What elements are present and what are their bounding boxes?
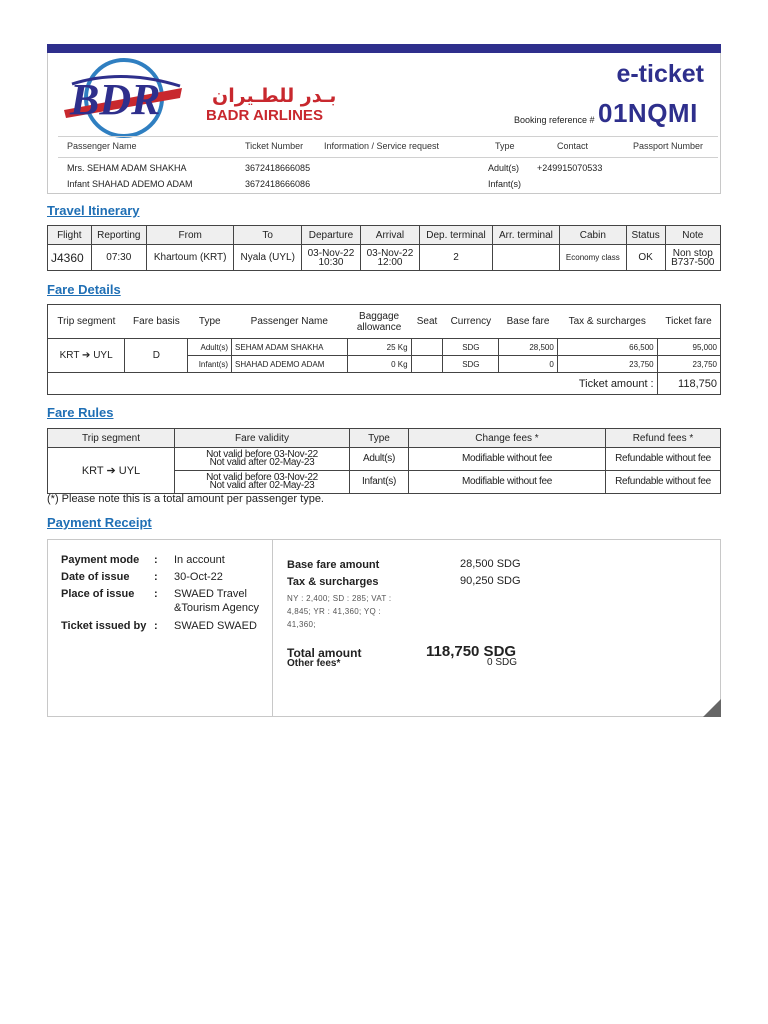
eticket-title: e-ticket	[616, 60, 704, 88]
col-trip-segment: Trip segment	[48, 429, 175, 448]
col-from: From	[146, 226, 233, 245]
passenger-name: SHAHAD ADEMO ADAM	[232, 356, 348, 373]
place-of-issue-label: Place of issue	[61, 588, 135, 600]
fare-validity	[175, 471, 350, 494]
colon: :	[154, 571, 158, 583]
type: Adult(s)	[188, 339, 232, 356]
ticket-issued-by: SWAED SWAED	[174, 620, 257, 632]
payment-mode: In account	[174, 554, 225, 566]
ticket-amount-label: Ticket amount :	[48, 373, 658, 395]
trip-segment: KRT ➔ UYL	[48, 339, 125, 373]
col-fare-basis: Fare basis	[125, 305, 188, 339]
col-base-fare: Base fare	[499, 305, 558, 339]
col-fare-validity: Fare validity	[175, 429, 350, 448]
validity-line: Not valid before 03-Nov-22	[206, 449, 318, 460]
status: OK	[626, 245, 665, 271]
divider	[58, 157, 718, 158]
col-trip-segment: Trip segment	[48, 305, 125, 339]
note-line: B737-500	[671, 256, 715, 268]
change-fees: Modifiable without fee	[409, 471, 606, 494]
col-arr-terminal: Arr. terminal	[493, 226, 560, 245]
validity-line: Not valid after 02-May-23	[209, 457, 315, 468]
col-flight: Flight	[48, 226, 92, 245]
payment-receipt-title: Payment Receipt	[47, 515, 152, 530]
col-note: Note	[665, 226, 720, 245]
passenger-name: Infant SHAHAD ADEMO ADAM	[67, 179, 193, 189]
refund-fees: Refundable without fee	[606, 448, 721, 471]
divider	[58, 136, 718, 137]
logo-text: BDR	[70, 75, 161, 124]
other-fees-label: Other fees*	[287, 658, 341, 669]
col-type: Type	[350, 429, 409, 448]
fare-table	[47, 304, 721, 395]
col-reporting: Reporting	[91, 226, 146, 245]
arrival-time: 12:00	[377, 256, 403, 268]
total-amount-label: Total amount	[287, 646, 362, 660]
col-tax: Tax & surcharges	[557, 305, 657, 339]
col-info: Information / Service request	[324, 141, 440, 151]
date-of-issue-label: Date of issue	[61, 571, 130, 583]
base-fare: 0	[499, 356, 558, 373]
type: Infant(s)	[350, 471, 409, 494]
type: Infant(s)	[188, 356, 232, 373]
other-fees: 0 SDG	[487, 657, 518, 668]
base-fare: 28,500	[499, 339, 558, 356]
note-line: Non stop	[672, 247, 713, 259]
seat	[411, 356, 443, 373]
place-of-issue: SWAED Travel	[174, 588, 247, 600]
place-of-issue-line2: &Tourism Agency	[174, 602, 259, 614]
colon: :	[154, 588, 158, 600]
col-baggage: Baggage allowance	[347, 305, 411, 339]
ticket-number: 3672418666086	[245, 179, 311, 189]
col-arrival: Arrival	[360, 226, 419, 245]
col-ticket-number: Ticket Number	[245, 141, 304, 151]
passenger-type: Adult(s)	[488, 163, 520, 173]
page-fold-icon	[703, 699, 721, 717]
baggage: 25 Kg	[347, 339, 411, 356]
tax-breakdown-line: 41,360;	[287, 620, 316, 629]
ticket-fare: 95,000	[657, 339, 720, 356]
col-cabin: Cabin	[559, 226, 626, 245]
tax: 66,500	[557, 339, 657, 356]
baggage: 0 Kg	[347, 356, 411, 373]
booking-reference: 01NQMI	[598, 98, 698, 128]
table-row	[48, 448, 721, 471]
passenger-name: Mrs. SEHAM ADAM SHAKHA	[67, 163, 187, 173]
date-of-issue: 30-Oct-22	[174, 571, 223, 583]
travel-itinerary-title: Travel Itinerary	[47, 203, 140, 218]
departure-time: 10:30	[318, 256, 344, 268]
passenger-name: SEHAM ADAM SHAKHA	[232, 339, 348, 356]
validity-line: Not valid after 02-May-23	[209, 480, 315, 491]
table-row	[48, 339, 721, 356]
col-type: Type	[495, 141, 515, 151]
arabic-airline-name: بـدر للطـيران	[212, 85, 337, 107]
refund-fees: Refundable without fee	[606, 471, 721, 494]
col-dep-terminal: Dep. terminal	[419, 226, 492, 245]
dep-terminal: 2	[419, 245, 492, 271]
header-bar	[47, 44, 721, 53]
seat	[411, 339, 443, 356]
trip-segment: KRT ➔ UYL	[48, 448, 175, 494]
validity-line: Not valid before 03-Nov-22	[206, 472, 318, 483]
currency: SDG	[443, 339, 499, 356]
booking-reference-label: Booking reference #	[514, 115, 595, 125]
itinerary-table	[47, 225, 721, 271]
table-row	[48, 245, 721, 271]
col-ticket-fare: Ticket fare	[657, 305, 720, 339]
passenger-contact: +249915070533	[537, 163, 603, 173]
type: Adult(s)	[350, 448, 409, 471]
tax: 23,750	[557, 356, 657, 373]
col-passenger-name: Passenger Name	[67, 141, 137, 151]
total-amount: 118,750 SDG	[426, 643, 517, 660]
col-change-fees: Change fees *	[409, 429, 606, 448]
airline-name: BADR AIRLINES	[206, 107, 323, 124]
tax-breakdown	[287, 592, 391, 631]
col-currency: Currency	[443, 305, 499, 339]
departure-date: 03-Nov-22	[307, 247, 355, 259]
col-to: To	[234, 226, 302, 245]
colon: :	[154, 620, 158, 632]
base-fare-amount: 28,500 SDG	[460, 558, 521, 570]
from-airport: Khartoum (KRT)	[146, 245, 233, 271]
passenger-type: Infant(s)	[488, 179, 522, 189]
ticket-number: 3672418666085	[245, 163, 311, 173]
to-airport: Nyala (UYL)	[234, 245, 302, 271]
col-status: Status	[626, 226, 665, 245]
arrival-datetime	[360, 245, 419, 271]
payment-mode-label: Payment mode	[61, 554, 140, 566]
airline-logo	[62, 58, 362, 140]
flight-number: J4360	[48, 245, 92, 271]
fare-details-title: Fare Details	[47, 282, 121, 297]
fare-basis: D	[125, 339, 188, 373]
col-contact: Contact	[557, 141, 589, 151]
col-passport: Passport Number	[633, 141, 704, 151]
arr-terminal	[493, 245, 560, 271]
col-seat: Seat	[411, 305, 443, 339]
currency: SDG	[443, 356, 499, 373]
fee-note: (*) Please note this is a total amount per passenger type.	[47, 493, 324, 505]
col-refund-fees: Refund fees *	[606, 429, 721, 448]
ticket-amount: 118,750	[657, 373, 720, 395]
reporting-time: 07:30	[91, 245, 146, 271]
arrival-date: 03-Nov-22	[366, 247, 414, 259]
ticket-fare: 23,750	[657, 356, 720, 373]
fare-validity	[175, 448, 350, 471]
departure-datetime	[301, 245, 360, 271]
note	[665, 245, 720, 271]
bdr-logo-icon	[62, 58, 362, 140]
tax-label: Tax & surcharges	[287, 576, 379, 588]
change-fees: Modifiable without fee	[409, 448, 606, 471]
divider	[272, 540, 273, 716]
col-type: Type	[188, 305, 232, 339]
fare-rules-title: Fare Rules	[47, 405, 114, 420]
base-fare-label: Base fare amount	[287, 559, 380, 571]
tax-breakdown-line: 4,845; YR : 41,360; YQ :	[287, 607, 382, 616]
tax-amount: 90,250 SDG	[460, 575, 521, 587]
col-passenger-name: Passenger Name	[232, 305, 348, 339]
fare-rules-table	[47, 428, 721, 494]
tax-breakdown-line: NY : 2,400; SD : 285; VAT :	[287, 594, 392, 603]
cabin: Economy class	[559, 245, 626, 271]
col-departure: Departure	[301, 226, 360, 245]
colon: :	[154, 554, 158, 566]
ticket-issued-by-label: Ticket issued by	[61, 620, 147, 632]
